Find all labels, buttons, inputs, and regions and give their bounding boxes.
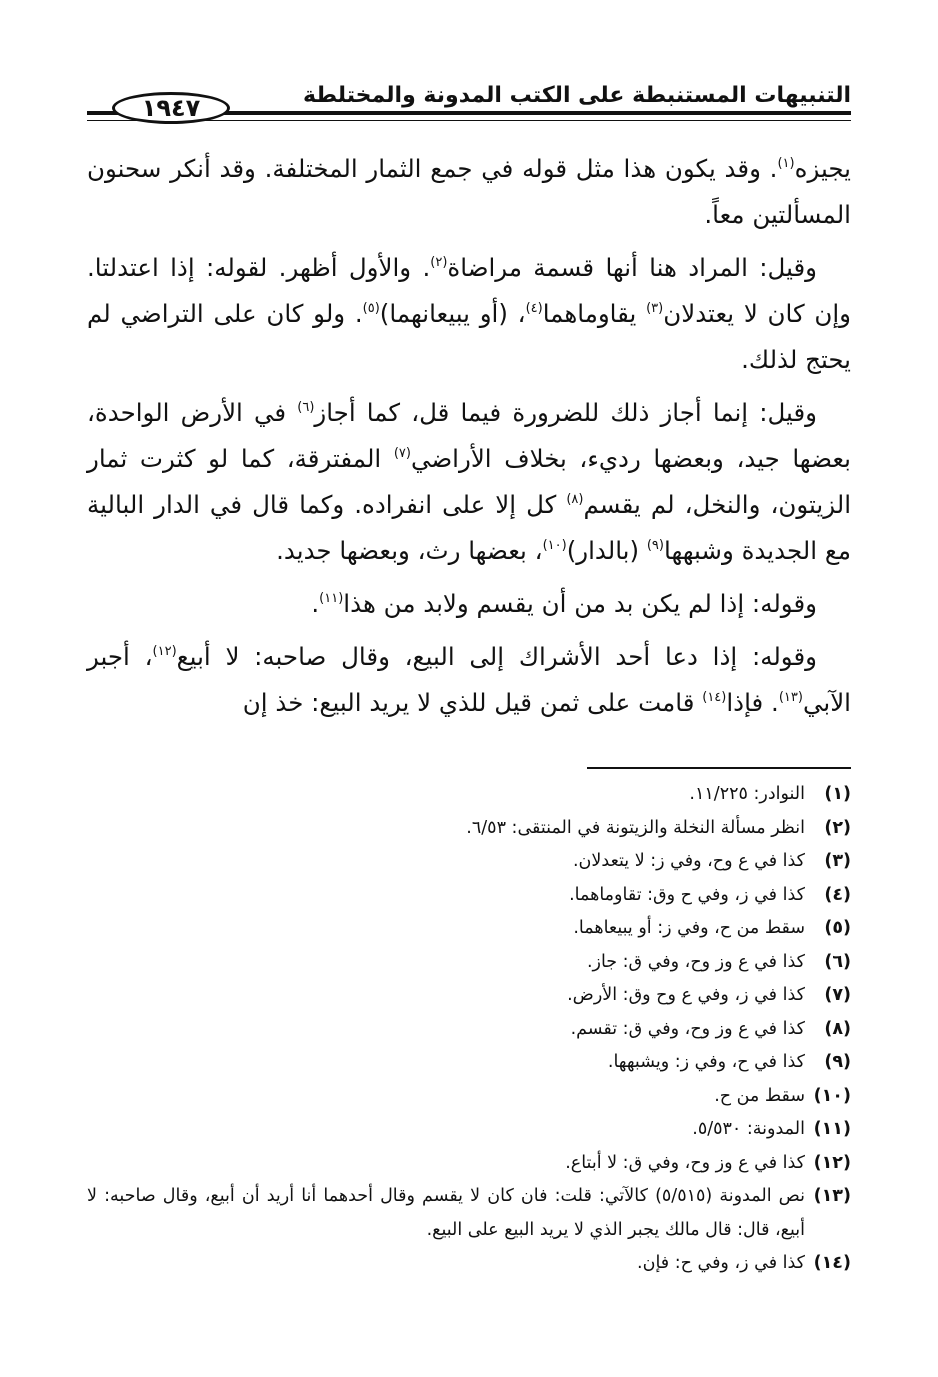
text-segment: وقيل: المراد هنا أنها قسمة مراضاة xyxy=(447,253,818,282)
footnote-ref: (١) xyxy=(777,156,795,171)
footnote-ref: (١١) xyxy=(319,591,344,606)
footnote-ref: (٥) xyxy=(362,301,380,316)
footnote-number: (٩) xyxy=(824,1052,851,1072)
footnote-ref: (١٠) xyxy=(542,538,567,553)
footnote-item xyxy=(87,778,851,812)
footnote-item xyxy=(87,1147,851,1181)
page-number-badge xyxy=(112,92,230,124)
text-segment: يقاوماهما xyxy=(542,299,647,328)
footnote-text: النوادر: ١١/٢٢٥. xyxy=(689,784,805,804)
text-segment: المفترقة، كما لو كثرت ثمار الزيتون، والنخل، لم يقسم xyxy=(87,444,851,519)
footnote-number: (١١) xyxy=(813,1119,851,1139)
paragraph-3 xyxy=(87,390,851,574)
footnote-number: (٣) xyxy=(824,851,851,871)
footnote-number: (٢) xyxy=(824,817,851,838)
text-segment: ، أجبر الآبي xyxy=(87,642,851,717)
footnote-item xyxy=(87,1080,851,1114)
text-segment: ، (أو يبيعانهما) xyxy=(379,299,526,328)
text-segment: كل إلا على انفراده. وكما قال في الدار البالية مع الجديدة وشبهها xyxy=(87,490,851,565)
footnote-item xyxy=(87,1046,851,1080)
footnote-ref: (١٣) xyxy=(778,690,803,705)
paragraph-1 xyxy=(87,146,851,238)
paragraph-5 xyxy=(87,634,851,726)
footnote-number: (٧) xyxy=(824,985,851,1005)
running-title: التنبيهات المستنبطة على الكتب المدونة والمختلطة xyxy=(302,83,851,108)
text-segment: وقيل: إنما أجاز ذلك للضرورة فيما قل، كما أجاز xyxy=(314,398,817,427)
footnote-separator xyxy=(587,767,851,769)
footnote-number: (٦) xyxy=(824,951,851,972)
footnote-number: (١٣) xyxy=(813,1186,851,1206)
footnote-item xyxy=(87,946,851,980)
text-segment: يجيزه xyxy=(794,154,851,183)
footnote-ref: (٨) xyxy=(566,492,584,507)
footnote-text: سقط من ح، وفي ز: أو يبيعاهما. xyxy=(573,918,805,938)
text-segment: ، بعضها رث، وبعضها جديد. xyxy=(276,536,543,565)
footnote-text: كذا في ز، وفي ع وح وق: الأرض. xyxy=(567,985,805,1005)
text-segment: . فإذا xyxy=(726,688,779,717)
text-segment: . ولو كان على التراضي لم يحتج لذلك. xyxy=(87,299,851,374)
footnote-ref: (٢) xyxy=(430,255,448,270)
text-segment: (بالدار) xyxy=(566,536,647,565)
footnote-ref: (٣) xyxy=(646,301,664,316)
footnote-ref: (١٤) xyxy=(702,690,727,705)
footnote-item xyxy=(87,1113,851,1147)
footnote-item xyxy=(87,879,851,913)
footnote-ref: (٤) xyxy=(525,301,543,316)
footnote-ref: (١٢) xyxy=(152,644,177,659)
footnote-text: كذا في ز، وفي ح: فإن. xyxy=(637,1253,805,1273)
footnote-ref: (٩) xyxy=(646,538,664,553)
footnote-text: كذا في ز، وفي ح وق: تقاوماهما. xyxy=(569,884,805,905)
footnote-number: (١) xyxy=(824,784,851,804)
text-segment: في الأرض الواحدة، بعضها جيد، وبعضها رديء، بخلاف الأراضي xyxy=(87,398,851,473)
footnote-number: (١٢) xyxy=(813,1152,851,1173)
footnote-text: كذا في ح، وفي ز: ويشبهها. xyxy=(607,1052,805,1072)
footnote-ref: (٦) xyxy=(297,400,315,415)
footnote-item xyxy=(87,912,851,946)
footnote-text: كذا في ع وز وح، وفي ق: لا أبتاع. xyxy=(565,1152,805,1173)
footnote-text: كذا في ع وز وح، وفي ق: جاز. xyxy=(586,951,805,972)
text-segment: . والأول أظهر. لقوله: إذا اعتدلتا. وإن كان لا يعتدلان xyxy=(87,253,852,328)
text-segment: وقوله: إذا دعا أحد الأشراك إلى البيع، وقال صاحبه: لا أبيع xyxy=(176,642,817,671)
footnote-text: انظر مسألة النخلة والزيتونة في المنتقى: ٦/٥٣. xyxy=(466,817,805,838)
footnote-text: كذا في ع وز وح، وفي ق: تقسم. xyxy=(570,1018,805,1039)
footnote-item xyxy=(87,1013,851,1047)
text-segment: . xyxy=(311,589,320,618)
footnote-ref: (٧) xyxy=(393,446,411,461)
text-segment: . وقد يكون هذا مثل قوله في جمع الثمار المختلفة. وقد أنكر سحنون المسألتين معاً. xyxy=(87,154,851,229)
footnote-text: سقط من ح. xyxy=(714,1085,805,1106)
footnote-item xyxy=(87,1180,851,1247)
footnote-text: المدونة: ٥/٥٣٠. xyxy=(692,1119,805,1139)
text-segment: وقوله: إذا لم يكن بد من أن يقسم ولابد من هذا xyxy=(343,589,817,618)
footnotes-list xyxy=(87,778,851,1281)
paragraph-2 xyxy=(87,245,851,383)
text-segment: قامت على ثمن قيل للذي لا يريد البيع: خذ إن xyxy=(242,688,703,717)
page-number: ١٩٤٧ xyxy=(141,94,201,122)
footnote-number: (٤) xyxy=(824,884,851,905)
footnote-item xyxy=(87,1247,851,1281)
footnote-item xyxy=(87,979,851,1013)
paragraph-4 xyxy=(87,581,851,627)
footnote-text: نص المدونة (٥/٥١٥) كالآتي: قلت: فان كان لا يقسم وقال أحدهما أنا أريد أن أبيع، وقال صاحبه: لا أبيع، قال: قال مالك يجبر الذي لا يريد البيع على البيع. xyxy=(87,1186,805,1240)
footnote-item xyxy=(87,845,851,879)
footnote-number: (١٤) xyxy=(813,1253,851,1273)
footnote-number: (١٠) xyxy=(813,1085,851,1106)
footnote-text: كذا في ع وح، وفي ز: لا يتعدلان. xyxy=(572,851,805,871)
footnote-item xyxy=(87,812,851,846)
footnote-number: (٨) xyxy=(824,1018,851,1039)
main-text xyxy=(87,146,851,733)
footnote-number: (٥) xyxy=(824,918,851,938)
